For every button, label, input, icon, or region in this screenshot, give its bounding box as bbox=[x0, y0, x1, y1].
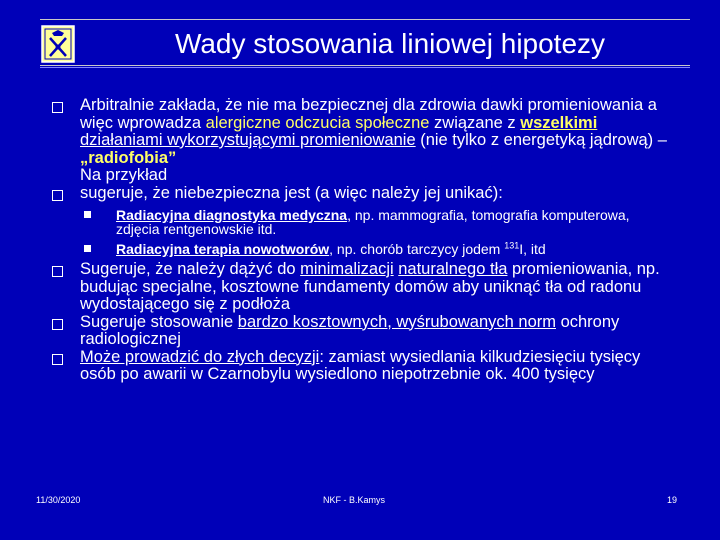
hollow-square-bullet-icon bbox=[52, 266, 63, 277]
filled-square-bullet-icon bbox=[84, 245, 91, 252]
header-bottom-rule bbox=[40, 65, 690, 66]
sub-bullet-item-2: Radiacyjna terapia nowotworów, np. chorób tarczycy jodem $^{131}$I, itd bbox=[52, 242, 672, 256]
bullet-item-2: sugeruje, że niebezpieczna jest (a więc należy jej unikać): bbox=[52, 185, 672, 203]
footer-date: 11/30/2020 bbox=[36, 495, 81, 505]
bullet-item-1: Arbitralnie zakłada, że nie ma bezpiecznej dla zdrowia dawki promieniowania a więc wprowadza alergiczne odczucia społeczne związane z wszelkimi działaniami wykorzystującymi promieniowanie (nie tylko z energetyką jądrową) – „radiofobia” Na przykład bbox=[52, 97, 672, 185]
university-crest-icon bbox=[40, 24, 76, 64]
header-bottom-rule-accent bbox=[40, 67, 690, 68]
bullet-item-5: Może prowadzić do złych decyzji: zamiast wysiedlania kilkudziesięciu tysięcy osób po awarii w Czarnobylu wysiedlono niepotrzebnie ok. 400 tysięcy bbox=[52, 349, 672, 384]
header-top-rule bbox=[40, 19, 690, 20]
bullet-item-4: Sugeruje stosowanie bardzo kosztownych, wyśrubowanych norm ochrony radiologicznej bbox=[52, 314, 672, 349]
filled-square-bullet-icon bbox=[84, 211, 91, 218]
hollow-square-bullet-icon bbox=[52, 190, 63, 201]
sub-bullet-item-1: Radiacyjna diagnostyka medyczna, np. mammografia, tomografia komputerowa, zdjęcia rentgenowskie itd. bbox=[52, 208, 672, 236]
hollow-square-bullet-icon bbox=[52, 354, 63, 365]
slide-body bbox=[52, 97, 672, 384]
hollow-square-bullet-icon bbox=[52, 319, 63, 330]
hollow-square-bullet-icon bbox=[52, 102, 63, 113]
footer-page-number: 19 bbox=[667, 495, 678, 505]
slide-title: Wady stosowania liniowej hipotezy bbox=[174, 28, 606, 59]
footer-author: NKF - B.Kamys bbox=[323, 495, 386, 505]
bullet-item-3: Sugeruje, że należy dążyć do minimalizacji naturalnego tła promieniowania, np. budując specjalne, kosztowne fundamenty domów aby uniknąć tła od radonu wydostającego się z podłoża bbox=[52, 261, 672, 314]
